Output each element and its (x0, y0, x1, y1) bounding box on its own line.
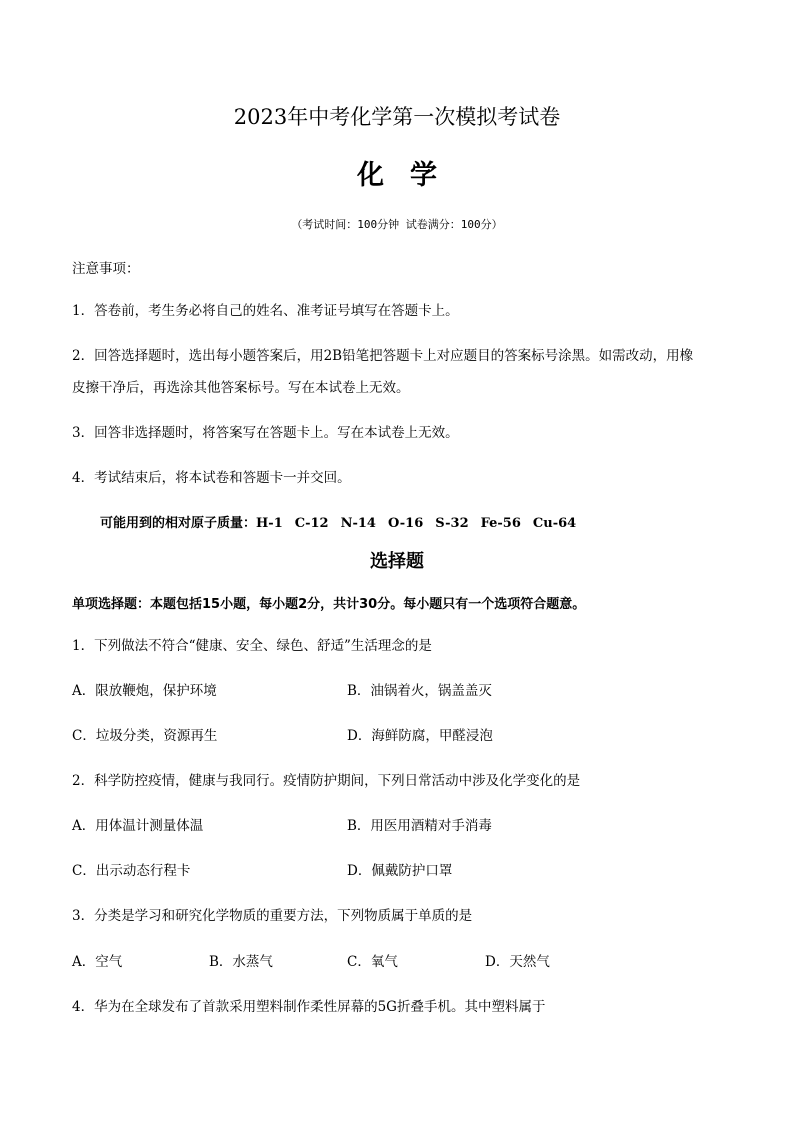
question-option: A．限放鞭炮，保护环境 (72, 683, 217, 699)
atomic-mass: H-1 (256, 516, 283, 531)
atomic-mass: N-14 (340, 516, 376, 531)
atomic-mass: Fe-56 (480, 516, 521, 531)
atomic-masses-label: 可能用到的相对原子质量： (100, 516, 257, 531)
subject-title: 化学 (357, 160, 463, 191)
notice-item: 皮擦干净后，再选涂其他答案标号。写在本试卷上无效。 (72, 380, 410, 396)
section-title: 选择题 (370, 551, 424, 572)
question-option: B．油锅着火，锅盖盖灭 (347, 683, 492, 699)
atomic-mass: Cu-64 (532, 516, 577, 531)
question-stem: 4．华为在全球发布了首款采用塑料制作柔性屏幕的5G折叠手机。其中塑料属于 (72, 999, 546, 1015)
question-option: B．水蒸气 (209, 954, 273, 970)
question-option: B．用医用酒精对手消毒 (347, 818, 492, 834)
question-option: A．用体温计测量体温 (72, 818, 204, 834)
question-option: D．海鲜防腐，甲醛浸泡 (347, 728, 493, 744)
question-option: A．空气 (72, 954, 123, 970)
exam-title: 2023年中考化学第一次模拟考试卷 (233, 105, 561, 129)
question-option: C．垃圾分类，资源再生 (72, 728, 218, 744)
atomic-masses (100, 515, 576, 533)
section-instruction: 单项选择题：本题包括15小题，每小题2分，共计30分。每小题只有一个选项符合题意。 (72, 597, 586, 612)
question-option: D．天然气 (485, 954, 550, 970)
question-option: C．出示动态行程卡 (72, 863, 191, 879)
atomic-mass: O-16 (387, 516, 424, 531)
question-option: D．佩戴防护口罩 (347, 863, 453, 879)
question-option: C．氧气 (347, 954, 398, 970)
question-stem: 2．科学防控疫情，健康与我同行。疫情防护期间，下列日常活动中涉及化学变化的是 (72, 773, 581, 789)
notice-item: 1．答卷前，考生务必将自己的姓名、准考证号填写在答题卡上。 (72, 303, 459, 319)
exam-info: （考试时间：100分钟 试卷满分：100分） (291, 218, 503, 231)
question-stem: 3．分类是学习和研究化学物质的重要方法，下列物质属于单质的是 (72, 908, 473, 924)
notice-heading: 注意事项： (72, 261, 140, 277)
question-stem: 1．下列做法不符合“健康、安全、绿色、舒适”生活理念的是 (72, 638, 432, 654)
atomic-mass: S-32 (435, 516, 469, 531)
notice-item: 4．考试结束后，将本试卷和答题卡一并交回。 (72, 470, 351, 486)
notice-item: 3．回答非选择题时，将答案写在答题卡上。写在本试卷上无效。 (72, 425, 459, 441)
atomic-mass: C-12 (294, 516, 329, 531)
notice-item: 2．回答选择题时，选出每小题答案后，用2B铅笔把答题卡上对应题目的答案标号涂黑。如需改动，用橡 (72, 348, 694, 364)
